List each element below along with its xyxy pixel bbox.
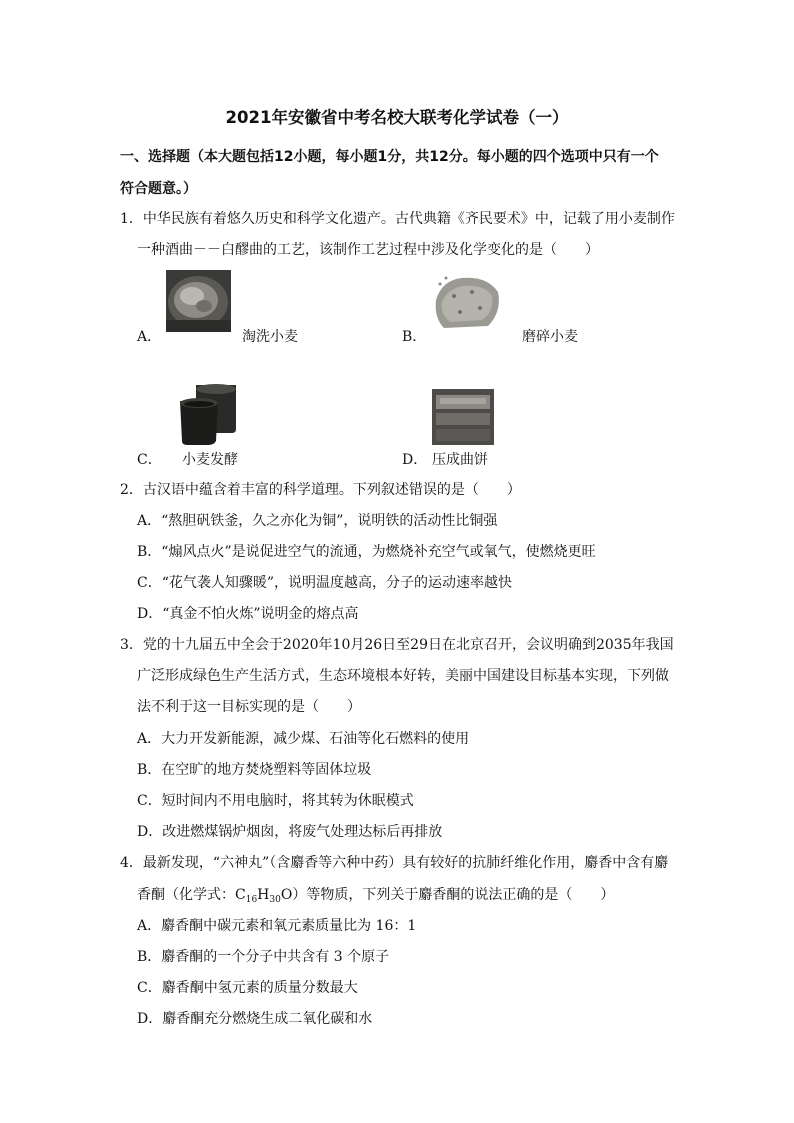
q1-stem-line1: 1．中华民族有着悠久历史和科学文化遗产。古代典籍《齐民要术》中，记载了用小麦制作: [120, 211, 675, 227]
q4-option-d: D．麝香酮充分燃烧生成二氧化碳和水: [137, 1011, 373, 1027]
q4-stem-line2: [137, 884, 614, 905]
q4-option-c: C．麝香酮中氢元素的质量分数最大: [137, 980, 358, 996]
q2-option-a: A．“熬胆矾铁釜，久之亦化为铜”，说明铁的活动性比铜强: [137, 513, 498, 529]
q3-stem-line1: 3．党的十九届五中全会于2020年10月26日至29日在北京召开，会议明确到2035年我国: [120, 637, 674, 653]
q4-formula-carbon-count: 16: [245, 895, 258, 905]
q2-stem: 2．古汉语中蕴含着丰富的科学道理。下列叙述错误的是（ ）: [120, 482, 521, 498]
ground-wheat-photo: [432, 270, 502, 332]
q4-option-a: A．麝香酮中碳元素和氧元素质量比为 16：1: [137, 918, 417, 934]
q2-option-d: D．“真金不怕火炼”说明金的熔点高: [137, 606, 359, 622]
section-header-line1: 一、选择题（本大题包括12小题，每小题1分，共12分。每小题的四个选项中只有一个: [120, 149, 659, 165]
q1-option-d-letter: D．: [402, 452, 428, 468]
q1-option-c-letter: C．: [137, 452, 162, 468]
fermenting-wheat-photo: [178, 383, 238, 445]
q4-formula-hydrogen: H: [257, 887, 270, 903]
q1-option-b-caption: 磨碎小麦: [522, 329, 578, 345]
q4-formula-prefix: 香酮（化学式：C: [137, 887, 246, 903]
q1-option-c-caption: 小麦发酵: [182, 452, 238, 468]
q4-stem-line1: 4．最新发现，“六神丸”（含麝香等六种中药）具有较好的抗肺纤维化作用，麝香中含有麝: [120, 855, 669, 871]
washing-wheat-photo: [166, 270, 231, 332]
q1-option-d-caption: 压成曲饼: [432, 452, 488, 468]
exam-title: 2021年安徽省中考名校大联考化学试卷（一）: [225, 108, 569, 127]
section-header-line2: 符合题意。）: [120, 181, 197, 197]
q1-option-a-caption: 淘洗小麦: [242, 329, 298, 345]
q1-stem-line2: 一种酒曲－－白醪曲的工艺，该制作工艺过程中涉及化学变化的是（ ）: [137, 242, 599, 258]
pressing-cake-photo: [432, 389, 494, 445]
q1-option-a-letter: A．: [137, 329, 162, 345]
q4-formula-hydrogen-count: 30: [269, 895, 281, 905]
q3-option-d: D．改进燃煤锅炉烟囱，将废气处理达标后再排放: [137, 824, 443, 840]
q1-option-b-letter: B．: [402, 329, 427, 345]
q3-option-a: A．大力开发新能源，减少煤、石油等化石燃料的使用: [137, 731, 470, 747]
q2-option-b: B．“煽风点火”是说促进空气的流通，为燃烧补充空气或氧气，使燃烧更旺: [137, 544, 596, 560]
q4-formula-suffix: O）等物质，下列关于麝香酮的说法正确的是（ ）: [280, 887, 615, 903]
q3-stem-line3: 法不利于这一目标实现的是（ ）: [137, 699, 361, 715]
q3-option-b: B．在空旷的地方焚烧塑料等固体垃圾: [137, 762, 372, 778]
q3-stem-line2: 广泛形成绿色生产生活方式，生态环境根本好转，美丽中国建设目标基本实现，下列做: [137, 668, 669, 684]
q3-option-c: C．短时间内不用电脑时，将其转为休眠模式: [137, 793, 414, 809]
q4-option-b: B．麝香酮的一个分子中共含有 3 个原子: [137, 949, 390, 965]
q2-option-c: C．“花气袭人知骤暖”，说明温度越高，分子的运动速率越快: [137, 575, 513, 591]
